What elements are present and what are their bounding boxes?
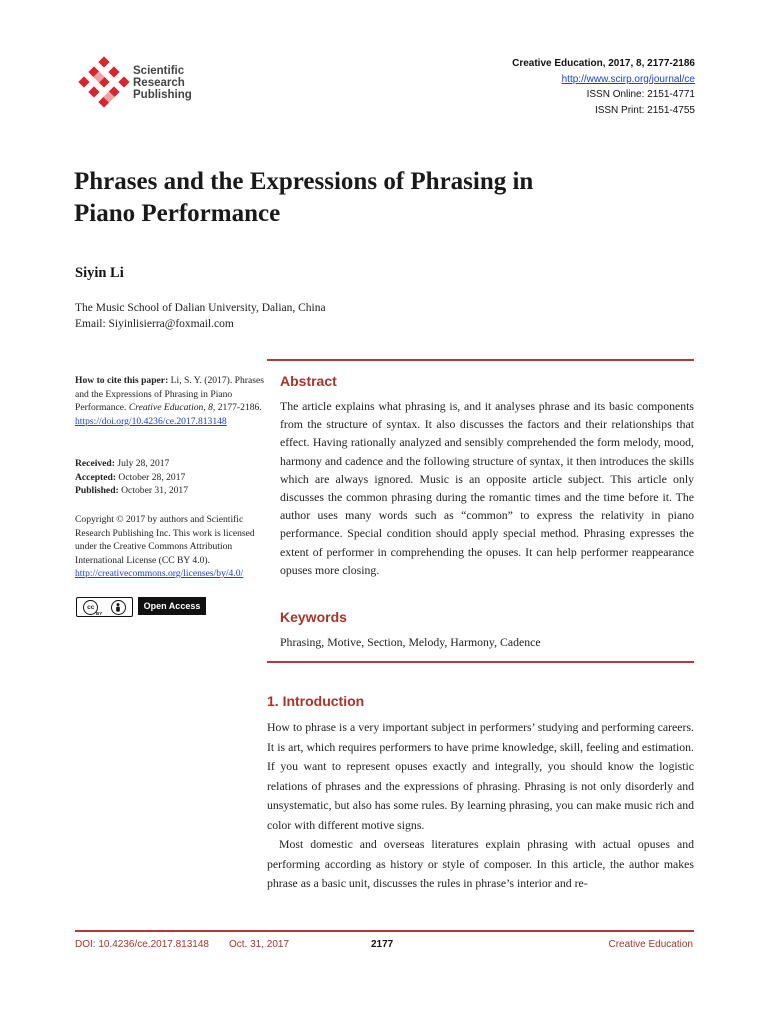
footer-date: Oct. 31, 2017 — [229, 939, 290, 950]
cc-icon: cc — [83, 600, 98, 615]
abstract-top-rule — [267, 359, 694, 361]
footer-doi: DOI: 10.4236/ce.2017.813148 — [75, 939, 209, 950]
author-email: Email: Siyinlisierra@foxmail.com — [75, 318, 234, 330]
by-person-icon — [111, 600, 126, 615]
copyright-block — [75, 513, 255, 581]
abstract-heading: Abstract — [280, 373, 337, 389]
logo-line-1: Scientific — [133, 65, 185, 77]
citation-block — [75, 374, 265, 428]
cite-journal: Creative Education, 8, — [128, 402, 216, 413]
issn-online: ISSN Online: 2151-4771 — [586, 89, 695, 100]
intro-paragraph-2: Most domestic and overseas literatures explain phrasing with actual opuses and performing according as history or style of composer. In this article, the author makes phrase as a basic unit, discusses the rules in phrase’s interior and re- — [267, 837, 694, 890]
copyright-text: Copyright © 2017 by authors and Scientific Research Publishing Inc. This work is licensed under the Creative Commons Attribution International License (CC BY 4.0). — [75, 514, 255, 566]
journal-citation: Creative Education, 2017, 8, 2177-2186 — [512, 58, 695, 69]
publisher-logo-mark — [76, 56, 132, 112]
title-line-1: Phrases and the Expressions of Phrasing in — [74, 168, 534, 195]
journal-url-link[interactable]: http://www.scirp.org/journal/ce — [561, 73, 695, 85]
received-label: Received: — [75, 458, 115, 469]
cc-by-badge[interactable] — [76, 597, 133, 617]
received-date: July 28, 2017 — [114, 458, 170, 469]
publisher-logo-text — [133, 65, 192, 101]
abstract-text: The article explains what phrasing is, and it analyses phrase and its basic components from the structure of syntax. It also discusses the factors and their relationships that effect. Having rationally analyzed and sensibly comprehended the form melody, mood, harmony and cadence and the following structure of syntax, it then introduces the skills which are always ignored. Music is an opposite article subject. This article only discusses the common phrasing during the romantic times and the time before it. The author uses many words such as “common” to express the relativity in piano performance. Special condition should apply special method. Phrasing expresses the extent of performer in comprehending the opuses. It can help performer reappearance opuses more closing. — [280, 399, 694, 577]
introduction-heading: 1. Introduction — [267, 693, 365, 709]
by-label: BY — [96, 611, 103, 616]
footer-journal: Creative Education — [608, 939, 693, 950]
cite-text: Li, S. Y. (2017). Phrases and the Expressions of Phrasing in Piano Performance. — [75, 375, 264, 413]
issn-print: ISSN Print: 2151-4755 — [594, 104, 695, 116]
intro-paragraph-1: How to phrase is a very important subject in performers’ studying and performing careers. It is art, which requires performers to have prime knowledge, skill, feeling and estimation. If you want to represent opuses exactly and integrally, you should know the logistic relations of phrases and the expressions of phrasing. Phrasing is not only disorderly and unsystematic, but also has some rules. By learning phrasing, you can make music rich and color with different motive signs. — [267, 720, 694, 832]
license-link[interactable]: http://creativecommons.org/licenses/by/4.0/ — [75, 568, 244, 579]
open-access-badge[interactable]: Open Access — [138, 597, 206, 615]
accepted-date: October 28, 2017 — [116, 471, 186, 483]
doi-link[interactable]: https://doi.org/10.4236/ce.2017.813148 — [75, 415, 227, 427]
affiliation: The Music School of Dalian University, Dalian, China — [75, 302, 326, 314]
author-name: Siyin Li — [75, 265, 124, 281]
logo-line-2: Research — [133, 77, 185, 89]
dates-block — [75, 457, 265, 498]
cite-label: How to cite this paper: — [75, 375, 169, 386]
keywords-text: Phrasing, Motive, Section, Melody, Harmony, Cadence — [280, 635, 541, 649]
person-icon — [114, 603, 122, 612]
cite-pages: 2177-2186. — [215, 402, 262, 413]
logo-line-3: Publishing — [133, 89, 192, 101]
published-date: October 31, 2017 — [118, 485, 189, 496]
keywords-heading: Keywords — [280, 609, 347, 625]
journal-info — [512, 56, 695, 118]
accepted-label: Accepted: — [75, 471, 117, 483]
abstract-bottom-rule — [267, 661, 694, 663]
footer-rule — [75, 930, 694, 932]
published-label: Published: — [75, 485, 119, 496]
title-line-2: Piano Performance — [74, 200, 281, 227]
introduction-body — [267, 718, 694, 894]
author-affiliation-block — [75, 300, 326, 332]
article-title — [74, 166, 694, 230]
page-number: 2177 — [371, 939, 394, 950]
